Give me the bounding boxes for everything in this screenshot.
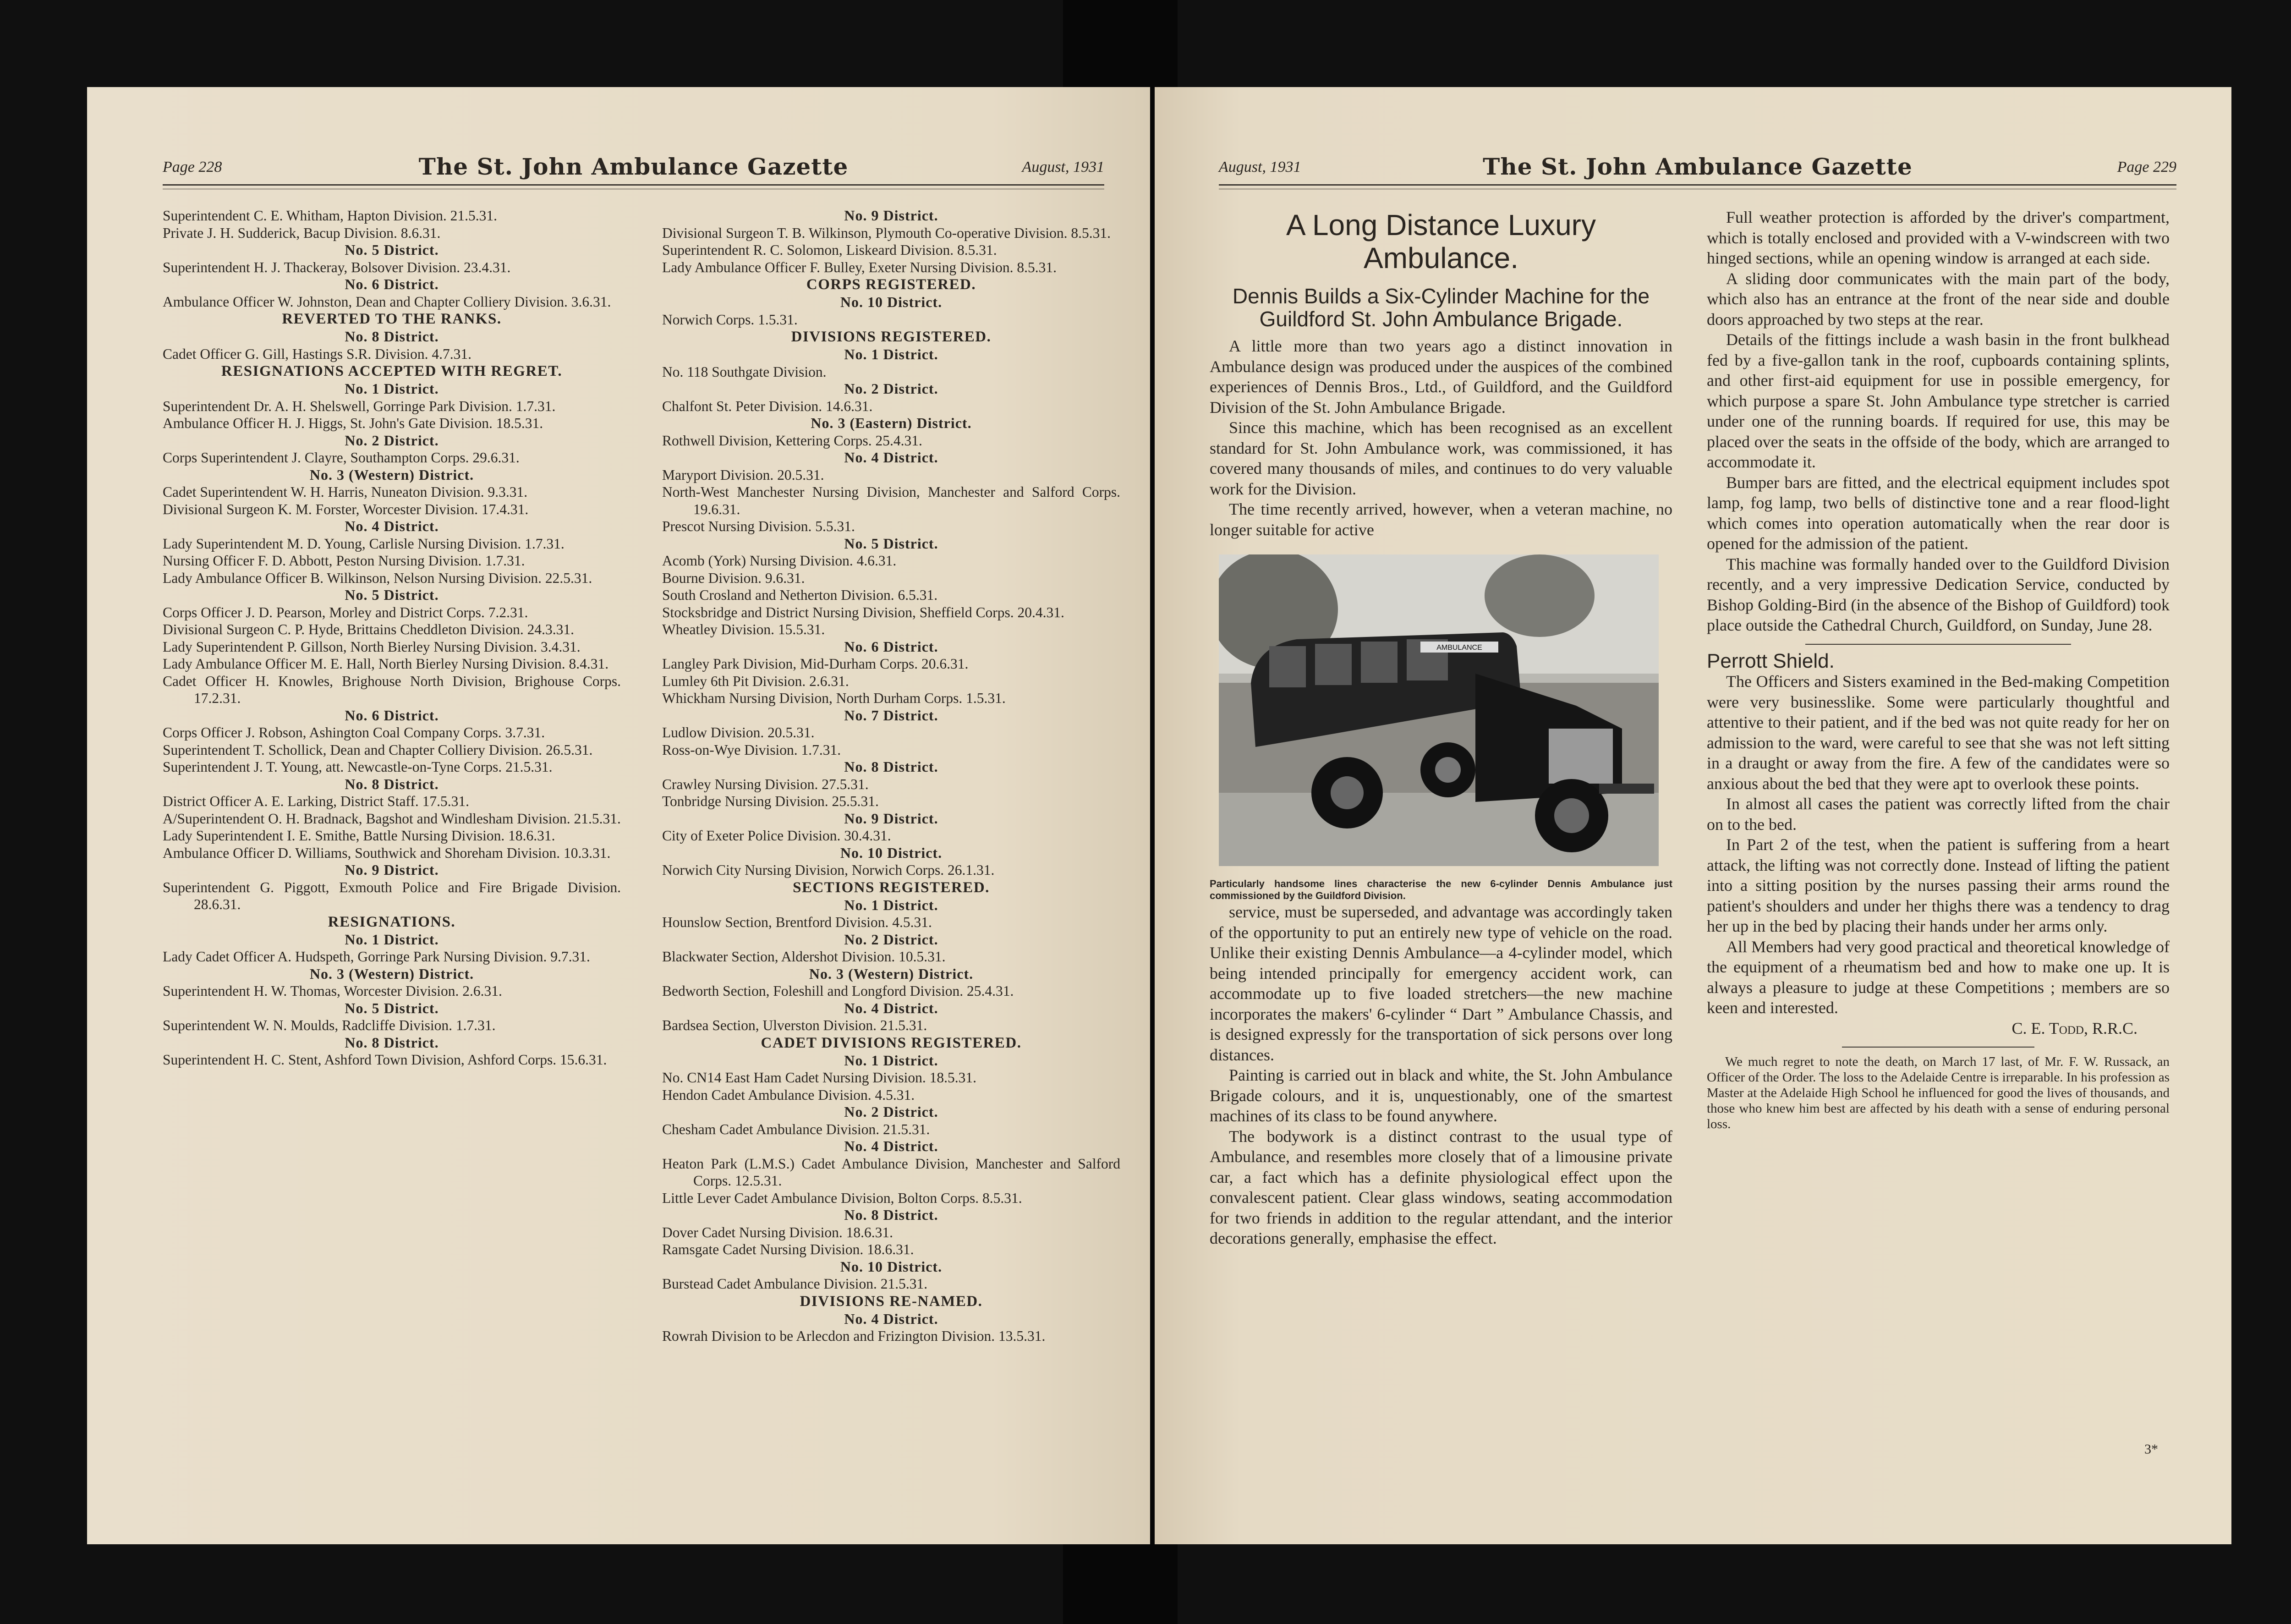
obituary-note <box>1707 1054 2170 1132</box>
photo-caption: Particularly handsome lines characterise the new 6-cylinder Dennis Ambulance just commissioned by the Guildford Division. <box>1210 878 1672 901</box>
section-heading: REVERTED TO THE RANKS. <box>282 311 502 327</box>
district-heading: No. 5 District. <box>345 999 439 1016</box>
list-entry: City of Exeter Police Division. 30.4.31. <box>662 828 891 844</box>
district-heading: No. 6 District. <box>844 638 938 655</box>
district-heading: No. 2 District. <box>844 380 938 397</box>
list-entry: Lady Cadet Officer A. Hudspeth, Gorringe Park Nursing Division. 9.7.31. <box>163 949 590 965</box>
list-entry: Cadet Officer H. Knowles, Brighouse North Division, Brighouse Corps. 17.2.31. <box>163 673 621 706</box>
district-heading: No. 2 District. <box>844 1103 938 1120</box>
district-heading: No. 3 (Western) District. <box>809 965 974 982</box>
list-entry: Dover Cadet Nursing Division. 18.6.31. <box>662 1224 893 1240</box>
list-entry: Ambulance Officer H. J. Higgs, St. John's Gate Division. 18.5.31. <box>163 415 543 431</box>
appointments-column-1 <box>163 207 621 1069</box>
list-entry: South Crosland and Netherton Division. 6.5.31. <box>662 587 938 603</box>
list-entry: Superintendent H. C. Stent, Ashford Town Division, Ashford Corps. 15.6.31. <box>163 1052 607 1068</box>
article-paragraph: This machine was formally handed over to the Guildford Division recently, and a very impressive Dedication Service, conducted by Bishop Golding-Bird (in the absence of the Bishop of Guildford) took place outside the Cathedral Church, Guildford, on Sunday, June 28. <box>1707 554 2170 634</box>
list-entry: Superintendent Dr. A. H. Shelswell, Gorringe Park Division. 1.7.31. <box>163 398 556 414</box>
list-entry: Tonbridge Nursing Division. 25.5.31. <box>662 793 879 809</box>
list-entry: Maryport Division. 20.5.31. <box>662 466 824 483</box>
article-paragraph: Painting is carried out in black and white, the St. John Ambulance Brigade colours, and it is, unquestionably, one of the smartest machines of its class to be found anywhere. <box>1210 1066 1672 1125</box>
district-heading: No. 3 (Western) District. <box>309 466 474 483</box>
list-entry: Corps Officer J. D. Pearson, Morley and District Corps. 7.2.31. <box>163 604 528 620</box>
article-paragraph: The time recently arrived, however, when a veteran machine, no longer suitable for active <box>1210 500 1672 539</box>
list-entry: Heaton Park (L.M.S.) Cadet Ambulance Division, Manchester and Salford Corps. 12.5.31. <box>662 1155 1120 1189</box>
district-heading: No. 5 District. <box>345 587 439 603</box>
perrott-shield-heading: Perrott Shield. <box>1707 649 1835 672</box>
district-heading: No. 8 District. <box>345 328 439 345</box>
list-entry: Whickham Nursing Division, North Durham Corps. 1.5.31. <box>662 690 1006 706</box>
list-entry: Langley Park Division, Mid-Durham Corps. 20.6.31. <box>662 656 969 672</box>
article-paragraph: A sliding door communicates with the main part of the body, which also has an entrance at the front of the near side and double doors approached by two steps at the rear. <box>1707 269 2170 329</box>
list-entry: Divisional Surgeon K. M. Forster, Worcester Division. 17.4.31. <box>163 501 529 517</box>
list-entry: Ambulance Officer W. Johnston, Dean and Chapter Colliery Division. 3.6.31. <box>163 293 611 310</box>
list-entry: No. 118 Southgate Division. <box>662 363 827 380</box>
district-heading: No. 10 District. <box>840 1258 943 1275</box>
district-heading: No. 2 District. <box>844 931 938 948</box>
district-heading: No. 9 District. <box>345 861 439 878</box>
district-heading: No. 5 District. <box>844 535 938 552</box>
district-heading: No. 3 (Western) District. <box>309 965 474 982</box>
list-entry: Wheatley Division. 15.5.31. <box>662 621 825 637</box>
list-entry: Ludlow Division. 20.5.31. <box>662 724 815 741</box>
list-entry: Burstead Cadet Ambulance Division. 21.5.31. <box>662 1276 928 1292</box>
district-heading: No. 8 District. <box>844 1207 938 1223</box>
list-entry: Crawley Nursing Division. 27.5.31. <box>662 776 869 792</box>
list-entry: Superintendent G. Piggott, Exmouth Police and Fire Brigade Division. 28.6.31. <box>163 879 621 912</box>
section-heading: RESIGNATIONS ACCEPTED WITH REGRET. <box>221 363 563 379</box>
page-number: Page 229 <box>2117 159 2176 176</box>
article-paragraph: A little more than two years ago a distinct innovation in Ambulance design was produced under the auspices of the combined experiences of Dennis Bros., Ltd., of Guildford, and the Guildford Division of the St. John Ambulance Brigade. <box>1210 337 1672 417</box>
article-paragraph: Bumper bars are fitted, and the electrical equipment includes spot lamp, fog lamp, two bells of distinctive tone and a rear flood-light which comes into operation automatically when the rear door is opened for the admission of the patient. <box>1707 473 2170 553</box>
article-paragraph: Full weather protection is afforded by the driver's compartment, which is totally enclosed and provided with a V-windscreen with two hinged sections, while an opening window is arranged at each side. <box>1707 208 2170 267</box>
list-entry: Lady Ambulance Officer F. Bulley, Exeter Nursing Division. 8.5.31. <box>662 259 1057 275</box>
list-entry: Superintendent J. T. Young, att. Newcastle-on-Tyne Corps. 21.5.31. <box>163 759 553 775</box>
right-page-header <box>1219 155 2176 182</box>
section-heading: CADET DIVISIONS REGISTERED. <box>761 1034 1022 1051</box>
section-heading: CORPS REGISTERED. <box>806 276 976 293</box>
district-heading: No. 8 District. <box>345 1034 439 1051</box>
list-entry: Norwich Corps. 1.5.31. <box>662 311 798 328</box>
article-column-1 <box>1210 208 1672 1249</box>
district-heading: No. 4 District. <box>844 449 938 466</box>
list-entry: Rothwell Division, Kettering Corps. 25.4.31. <box>662 432 922 449</box>
list-entry: Superintendent R. C. Solomon, Liskeard Division. 8.5.31. <box>662 242 997 258</box>
list-entry: Corps Officer J. Robson, Ashington Coal Company Corps. 3.7.31. <box>163 724 545 741</box>
list-entry: No. CN14 East Ham Cadet Nursing Division. 18.5.31. <box>662 1070 976 1086</box>
list-entry: Bedworth Section, Foleshill and Longford Division. 25.4.31. <box>662 983 1014 999</box>
district-heading: No. 1 District. <box>345 931 439 948</box>
article-paragraph: The bodywork is a distinct contrast to the usual type of Ambulance, and resembles more closely that of a limousine private car, a fact which has a definite physiological effect upon the convalescent patient. Clear glass windows, seating accommodation for two friends in addition to the regular attendant, and the interior decorations generally, emphasise the effect. <box>1210 1127 1672 1247</box>
district-heading: No. 6 District. <box>345 707 439 724</box>
district-heading: No. 9 District. <box>844 810 938 827</box>
list-entry: Hounslow Section, Brentford Division. 4.5.31. <box>662 914 932 930</box>
list-entry: Hendon Cadet Ambulance Division. 4.5.31. <box>662 1086 915 1103</box>
list-entry: Superintendent C. E. Whitham, Hapton Division. 21.5.31. <box>163 208 497 224</box>
list-entry: Stocksbridge and District Nursing Division, Sheffield Corps. 20.4.31. <box>662 604 1064 620</box>
perrott-paragraph: In almost all cases the patient was correctly lifted from the chair on to the bed. <box>1707 795 2170 834</box>
section-heading: SECTIONS REGISTERED. <box>793 879 990 896</box>
list-entry: Rowrah Division to be Arlecdon and Frizington Division. 13.5.31. <box>662 1328 1046 1344</box>
list-entry: Cadet Officer G. Gill, Hastings S.R. Division. 4.7.31. <box>163 346 472 362</box>
list-entry: Lady Superintendent I. E. Smithe, Battle Nursing Division. 18.6.31. <box>163 828 555 844</box>
list-entry: Nursing Officer F. D. Abbott, Peston Nursing Division. 1.7.31. <box>163 553 525 569</box>
section-heading: RESIGNATIONS. <box>328 913 456 930</box>
district-heading: No. 8 District. <box>844 758 938 775</box>
header-rule <box>1219 184 2176 186</box>
signature: C. E. Todd, R.R.C. <box>2011 1019 2138 1037</box>
district-heading: No. 4 District. <box>844 999 938 1016</box>
issue-date: August, 1931 <box>1219 159 1301 176</box>
list-entry: Ross-on-Wye Division. 1.7.31. <box>662 741 841 758</box>
list-entry: Divisional Surgeon C. P. Hyde, Brittains Cheddleton Division. 24.3.31. <box>163 621 575 637</box>
perrott-paragraph: The Officers and Sisters examined in the Bed-making Competition were very businesslike. Some were particularly thoughtful and attentive to their patient, and if the bed was not quite ready for her on admission to the ward, were careful to see that she was not left sitting in a draught or away from the fire. A few of the candidates were so anxious about the bed that they were apt to overlook these points. <box>1707 672 2170 793</box>
photo-label: AMBULANCE <box>1436 644 1482 652</box>
right-page <box>1155 87 2231 1544</box>
page-number: Page 228 <box>163 159 222 176</box>
district-heading: No. 9 District. <box>844 207 938 224</box>
section-divider <box>1842 1047 2034 1048</box>
list-entry: Norwich City Nursing Division, Norwich Corps. 26.1.31. <box>662 862 995 878</box>
obituary-text: We much regret to note the death, on March 17 last, of Mr. F. W. Russack, an Officer of the Order. The loss to the Adelaide Centre is irreparable. In his profession as Master at the Adelaide High School he influenced for good the lives of thousands, and those who knew him best are affected by his death with a sense of enduring personal loss. <box>1707 1054 2170 1131</box>
district-heading: No. 5 District. <box>345 241 439 258</box>
district-heading: No. 4 District. <box>844 1310 938 1327</box>
district-heading: No. 3 (Eastern) District. <box>811 415 972 431</box>
list-entry: Superintendent W. N. Moulds, Radcliffe Division. 1.7.31. <box>163 1017 496 1033</box>
district-heading: No. 10 District. <box>840 294 943 310</box>
list-entry: Acomb (York) Nursing Division. 4.6.31. <box>662 553 897 569</box>
district-heading: No. 1 District. <box>844 896 938 913</box>
district-heading: No. 1 District. <box>345 380 439 397</box>
header-rule <box>163 184 1104 186</box>
list-entry: Ambulance Officer D. Williams, Southwick and Shoreham Division. 10.3.31. <box>163 845 611 861</box>
list-entry: Chalfont St. Peter Division. 14.6.31. <box>662 398 873 414</box>
district-heading: No. 4 District. <box>844 1138 938 1154</box>
article-subtitle: Dennis Builds a Six-Cylinder Machine for the Guildford St. John Ambulance Brigade. <box>1232 284 1650 331</box>
section-heading: DIVISIONS REGISTERED. <box>791 329 992 345</box>
list-entry: Ramsgate Cadet Nursing Division. 18.6.31. <box>662 1241 914 1257</box>
list-entry: District Officer A. E. Larking, District Staff. 17.5.31. <box>163 793 469 809</box>
list-entry: Divisional Surgeon T. B. Wilkinson, Plymouth Co-operative Division. 8.5.31. <box>662 225 1111 241</box>
list-entry: Lady Superintendent M. D. Young, Carlisle Nursing Division. 1.7.31. <box>163 535 565 552</box>
list-entry: Lady Ambulance Officer M. E. Hall, North Bierley Nursing Division. 8.4.31. <box>163 656 609 672</box>
article-paragraph: service, must be superseded, and advantage was accordingly taken of the opportunity to put an entirely new type of vehicle on the road. Unlike their existing Dennis Ambulance—a 4-cylinder model, which being intended principally for emergency accident work, can accommodate up to five loaded stretchers—the new machine incorporates the makers' 6-cylinder “ Dart ” Ambulance Chassis, and is designed expressly for the transportation of sick persons over long distances. <box>1210 903 1672 1064</box>
running-title: The St. John Ambulance Gazette <box>1483 153 1913 180</box>
perrott-paragraph: All Members had very good practical and theoretical knowledge of the equipment of a rheumatism bed and how to make one up. It is always a pleasure to judge at these Competitions ; members are so keen and interested. <box>1707 937 2170 1017</box>
left-page-header <box>163 155 1104 182</box>
list-entry: Bardsea Section, Ulverston Division. 21.5.31. <box>662 1017 927 1033</box>
district-heading: No. 2 District. <box>345 432 439 449</box>
list-entry: Lumley 6th Pit Division. 2.6.31. <box>662 673 849 689</box>
list-entry: Little Lever Cadet Ambulance Division, Bolton Corps. 8.5.31. <box>662 1190 1022 1206</box>
district-heading: No. 1 District. <box>844 1052 938 1069</box>
list-entry: A/Superintendent O. H. Bradnack, Bagshot and Windlesham Division. 21.5.31. <box>163 810 621 827</box>
list-entry: Lady Superintendent P. Gillson, North Bierley Nursing Division. 3.4.31. <box>163 638 581 655</box>
district-heading: No. 7 District. <box>844 707 938 724</box>
district-heading: No. 10 District. <box>840 844 943 861</box>
list-entry: Prescot Nursing Division. 5.5.31. <box>662 518 855 534</box>
district-heading: No. 4 District. <box>345 518 439 534</box>
perrott-paragraph: In Part 2 of the test, when the patient is suffering from a heart attack, the lifting was not correctly done. Instead of lifting the patient into a sitting position by the nurses passing their arms round the patient's shoulders and under her thighs there was a tendency to drag her up in the bed by placing their hands under her arms only. <box>1707 835 2170 935</box>
section-divider <box>1805 644 2071 645</box>
list-entry: Superintendent H. J. Thackeray, Bolsover Division. 23.4.31. <box>163 259 511 275</box>
list-entry: North-West Manchester Nursing Division, Manchester and Salford Corps. 19.6.31. <box>662 484 1120 517</box>
signature-mark: 3* <box>2144 1442 2158 1457</box>
list-entry: Cadet Superintendent W. H. Harris, Nuneaton Division. 9.3.31. <box>163 484 528 500</box>
list-entry: Bourne Division. 9.6.31. <box>662 570 805 586</box>
issue-date: August, 1931 <box>1022 159 1104 176</box>
list-entry: Private J. H. Sudderick, Bacup Division. 8.6.31. <box>163 225 441 241</box>
section-heading: DIVISIONS RE-NAMED. <box>800 1293 983 1310</box>
running-title: The St. John Ambulance Gazette <box>418 153 849 180</box>
article-column-2 <box>1707 207 2170 1132</box>
ambulance-illustration <box>1219 554 1659 866</box>
list-entry: Corps Superintendent J. Clayre, Southampton Corps. 29.6.31. <box>163 450 520 466</box>
district-heading: No. 1 District. <box>844 346 938 362</box>
list-entry: Blackwater Section, Aldershot Division. 10.5.31. <box>662 949 946 965</box>
district-heading: No. 8 District. <box>345 775 439 792</box>
article-title: A Long Distance Luxury Ambulance. <box>1286 208 1596 274</box>
list-entry: Chesham Cadet Ambulance Division. 21.5.31. <box>662 1121 930 1137</box>
left-page <box>87 87 1150 1544</box>
district-heading: No. 6 District. <box>345 276 439 292</box>
article-paragraph: Details of the fittings include a wash basin in the front bulkhead fed by a five-gallon tank in the roof, cupboards containing splints, and other first-aid equipment for use in possible emergency, for which purpose a spare St. John Ambulance type stretcher is carried under one of the running boards. If required for use, this may be placed over the seats in the offside of the body, which are arranged to accommodate it. <box>1707 330 2170 471</box>
list-entry: Superintendent H. W. Thomas, Worcester Division. 2.6.31. <box>163 983 502 999</box>
ambulance-photo <box>1219 554 1659 866</box>
article-paragraph: Since this machine, which has been recognised as an excellent standard for St. John Ambulance work, was commissioned, it has covered many thousands of miles, and continues to do very valuable work for the Division. <box>1210 418 1672 498</box>
list-entry: Lady Ambulance Officer B. Wilkinson, Nelson Nursing Division. 22.5.31. <box>163 570 592 586</box>
appointments-column-2 <box>662 207 1120 1345</box>
list-entry: Superintendent T. Schollick, Dean and Chapter Colliery Division. 26.5.31. <box>163 741 593 758</box>
